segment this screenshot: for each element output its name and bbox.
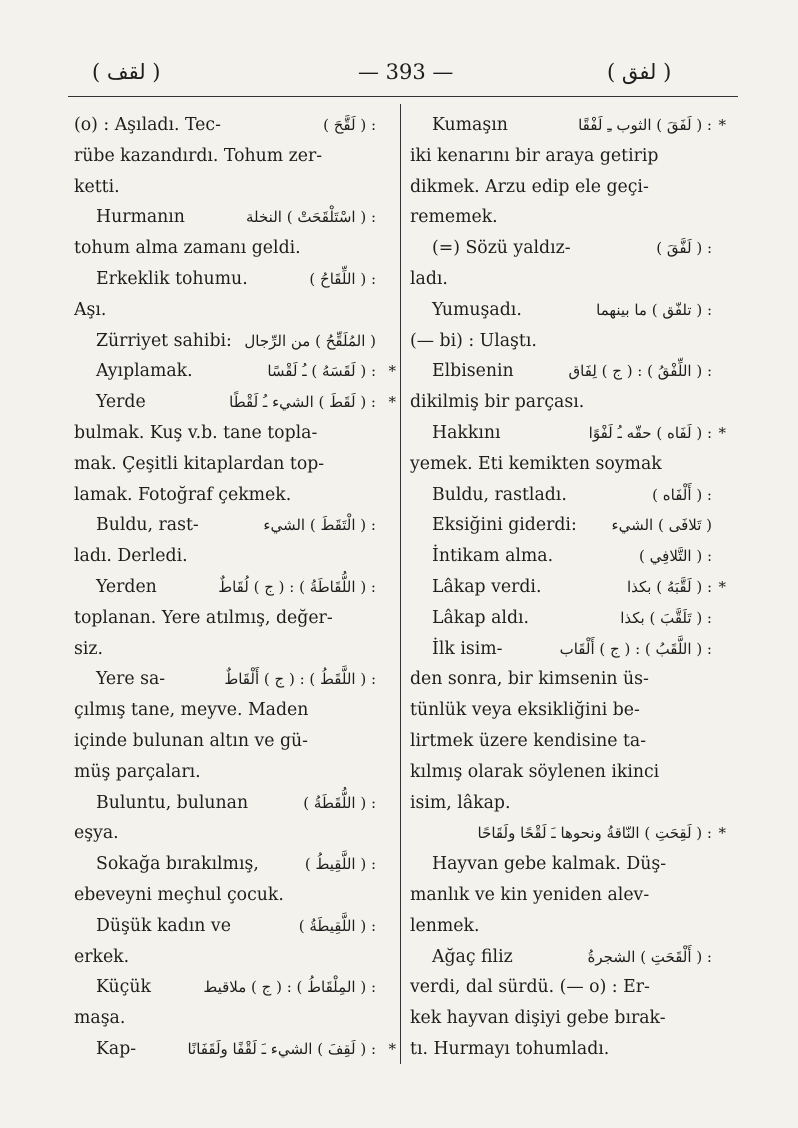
- root-marker-asterisk-icon: *: [388, 1039, 396, 1058]
- right-line: [410, 418, 726, 449]
- left-line: [74, 233, 376, 264]
- arabic-headword: : ( اللَّقَبُ ) : ( ج ) أَلْقَاب: [559, 639, 712, 658]
- arabic-headword: : ( اللَّقِيطَةُ ): [298, 916, 376, 935]
- entry-text: rememek.: [410, 207, 498, 228]
- arabic-headword: : ( لَفَقَ ) الثوب ـِ لَفْقًا: [578, 116, 712, 134]
- entry-text: rübe kazandırdı. Tohum zer-: [74, 145, 323, 166]
- entry-text: dikmek. Arzu edip ele geçi-: [410, 176, 649, 197]
- right-line: [410, 356, 712, 387]
- left-line: [74, 541, 376, 572]
- entry-text: lamak. Fotoğraf çekmek.: [74, 484, 292, 505]
- entry-text: Lâkap verdi.: [432, 576, 542, 597]
- left-line: [74, 757, 376, 788]
- arabic-headword: : ( لَفَّقَ ): [656, 239, 712, 258]
- left-line: [74, 418, 376, 449]
- right-line: [410, 788, 712, 819]
- left-line: [74, 326, 376, 357]
- entry-text: Hurmanın: [96, 207, 185, 228]
- entry-text: Lâkap aldı.: [432, 607, 530, 628]
- entry-text: Sokağa bırakılmış,: [96, 854, 259, 875]
- right-line: [410, 664, 712, 695]
- left-line: [74, 972, 376, 1003]
- left-line: [74, 110, 376, 141]
- left-line: [74, 603, 376, 634]
- arabic-headword: : ( تلفّق ) ما بينهما: [596, 300, 712, 319]
- right-line: [410, 449, 712, 480]
- right-line: [410, 972, 712, 1003]
- entry-text: Aşı.: [74, 299, 107, 320]
- right-line: [410, 911, 712, 942]
- entry-text: Erkeklik tohumu.: [96, 268, 248, 289]
- entry-text: iki kenarını bir araya getirip: [410, 145, 659, 166]
- arabic-headword: : ( أَلْقَحَتِ ) الشجرةُ: [587, 947, 712, 966]
- header-left-root: ( لقف ): [92, 60, 161, 84]
- right-line: [410, 942, 712, 973]
- right-line: [410, 818, 726, 849]
- right-line: [410, 510, 712, 541]
- entry-text: Hayvan gebe kalmak. Düş-: [432, 854, 667, 875]
- entry-text: Hakkını: [432, 422, 501, 443]
- entry-text: manlık ve kin yeniden alev-: [410, 884, 650, 905]
- root-marker-asterisk-icon: *: [388, 362, 396, 381]
- left-column: [74, 110, 396, 1065]
- left-line: [74, 356, 396, 387]
- entry-text: den sonra, bir kimsenin üs-: [410, 669, 649, 690]
- left-line: [74, 141, 376, 172]
- left-line: [74, 788, 376, 819]
- arabic-headword: : ( الْتَقَطَ ) الشيء: [263, 516, 376, 535]
- entry-text: maşa.: [74, 1008, 126, 1029]
- arabic-headword: : ( اللُّقَاطَةُ ) : ( ج ) لُقَاطٌ: [218, 577, 376, 596]
- entry-text: lirtmek üzere kendisine ta-: [410, 730, 647, 751]
- entry-text: yemek. Eti kemikten soymak: [410, 453, 662, 474]
- right-line: [410, 326, 712, 357]
- right-line: [410, 1034, 712, 1065]
- right-line: [410, 634, 712, 665]
- right-column: [410, 110, 726, 1065]
- entry-text: siz.: [74, 638, 103, 659]
- left-line: [74, 295, 376, 326]
- entry-text: kılmış olarak söylenen ikinci: [410, 761, 660, 782]
- root-marker-asterisk-icon: *: [718, 577, 726, 596]
- root-marker-asterisk-icon: *: [718, 423, 726, 442]
- entry-text: (o) : Aşıladı. Tec-: [74, 115, 221, 135]
- entry-text: mak. Çeşitli kitaplardan top-: [74, 453, 325, 474]
- entry-text: Yere sa-: [96, 669, 166, 690]
- left-line: [74, 634, 376, 665]
- arabic-headword: : ( اللَّقِيطُ ): [304, 855, 376, 874]
- arabic-headword: : ( التَّلافِي ): [639, 547, 712, 566]
- arabic-headword: : ( اللِّقَاحُ ): [309, 269, 376, 288]
- right-line: [410, 726, 712, 757]
- left-line: [74, 1034, 396, 1065]
- entry-text: Kap-: [96, 1038, 137, 1059]
- arabic-headword: : ( لَقِحَتِ ) النّاقةُ ونحوها ـَ لَقْحًا ولَقَاحًا: [477, 824, 712, 843]
- entry-text: Elbisenin: [432, 361, 514, 382]
- header-right-root: ( لفق ): [607, 60, 672, 84]
- entry-text: ladı. Derledi.: [74, 546, 188, 567]
- arabic-headword: : ( لَقَّبَهُ ) بكذا: [626, 577, 712, 596]
- entry-text: Buldu, rastladı.: [432, 484, 567, 505]
- entry-text: toplanan. Yere atılmış, değer-: [74, 607, 333, 628]
- arabic-headword: : ( لَقَطَ ) الشيء ـُ لَقْطًا: [229, 393, 376, 412]
- entry-text: müş parçaları.: [74, 761, 201, 782]
- left-line: [74, 726, 376, 757]
- entry-text: Ağaç filiz: [432, 946, 513, 967]
- arabic-headword: : ( اللُّقَطَةُ ): [303, 793, 376, 812]
- root-marker-asterisk-icon: *: [388, 393, 396, 412]
- left-line: [74, 480, 376, 511]
- left-line: [74, 264, 376, 295]
- entry-text: Eksiğini giderdi:: [432, 515, 577, 536]
- column-divider: [400, 104, 401, 1064]
- arabic-headword: : ( اسْتَلْقَحَتْ ) النخلة: [245, 208, 376, 227]
- right-line: [410, 480, 712, 511]
- entry-text: Yerde: [96, 392, 146, 413]
- arabic-headword: ( تَلافَى ) الشيء: [611, 516, 712, 535]
- entry-text: kek hayvan dişiyi gebe bırak-: [410, 1008, 666, 1029]
- entry-text: tünlük veya eksikliğini be-: [410, 700, 640, 721]
- entry-text: bulmak. Kuş v.b. tane topla-: [74, 422, 318, 443]
- arabic-headword: : ( لَفَاه ) حقّه ـُ لَفْوًا: [588, 423, 712, 442]
- entry-text: Kumaşın: [432, 115, 508, 135]
- entry-text: isim, lâkap.: [410, 792, 511, 813]
- arabic-headword: : ( اللَّقَطُ ) : ( ج ) أَلْقَاطٌ: [224, 670, 376, 689]
- arabic-headword: ( المُلَقِّحُ ) من الرِّجال: [244, 331, 376, 350]
- right-line: [410, 110, 726, 141]
- right-line: [410, 387, 712, 418]
- arabic-headword: : ( اللِّفْقُ ) : ( ج ) لِفَاق: [568, 362, 712, 381]
- right-line: [410, 172, 712, 203]
- right-line: [410, 880, 712, 911]
- right-line: [410, 202, 712, 233]
- entry-text: verdi, dal sürdü. (— o) : Er-: [410, 977, 650, 998]
- entry-text: çılmış tane, meyve. Maden: [74, 700, 309, 721]
- left-line: [74, 849, 376, 880]
- right-line: [410, 264, 712, 295]
- entry-text: ladı.: [410, 268, 448, 289]
- right-line: [410, 1003, 712, 1034]
- entry-text: (=) Sözü yaldız-: [432, 238, 571, 259]
- right-line: [410, 233, 712, 264]
- entry-text: ebeveyni meçhul çocuk.: [74, 884, 284, 905]
- root-marker-asterisk-icon: *: [718, 116, 726, 134]
- arabic-headword: : ( لَقَّحَ ): [323, 116, 376, 134]
- entry-text: erkek.: [74, 946, 130, 967]
- entry-text: Buluntu, bulunan: [96, 792, 249, 813]
- entry-text: İlk isim-: [432, 638, 503, 659]
- entry-text: içinde bulunan altın ve gü-: [74, 730, 308, 751]
- entry-text: İntikam alma.: [432, 546, 554, 567]
- entry-text: Yerden: [96, 576, 157, 597]
- left-line: [74, 202, 376, 233]
- entry-text: (— bi) : Ulaştı.: [410, 330, 537, 351]
- left-line: [74, 449, 376, 480]
- right-line: [410, 541, 712, 572]
- right-line: [410, 849, 712, 880]
- right-line: [410, 295, 712, 326]
- left-line: [74, 572, 376, 603]
- entry-text: lenmek.: [410, 915, 480, 936]
- entry-text: tı. Hurmayı tohumladı.: [410, 1038, 610, 1059]
- arabic-headword: : ( المِلْقَاطُ ) : ( ج ) ملاقيط: [203, 978, 376, 997]
- left-line: [74, 1003, 376, 1034]
- entry-text: dikilmiş bir parçası.: [410, 392, 585, 413]
- arabic-headword: : ( لَقِفَ ) الشيء ـَ لَقْفًا ولَقَفَانًا: [187, 1039, 376, 1058]
- left-line: [74, 387, 396, 418]
- left-line: [74, 172, 376, 203]
- entry-text: tohum alma zamanı geldi.: [74, 238, 301, 259]
- right-line: [410, 603, 712, 634]
- header-rule: [68, 96, 738, 97]
- entry-text: eşya.: [74, 823, 119, 844]
- left-line: [74, 880, 376, 911]
- arabic-headword: : ( لَقَسَهُ ) ـُ لَقْسًا: [267, 362, 376, 381]
- left-line: [74, 818, 376, 849]
- left-line: [74, 911, 376, 942]
- entry-text: Yumuşadı.: [432, 299, 522, 320]
- entry-text: Ayıplamak.: [96, 361, 193, 382]
- left-line: [74, 695, 376, 726]
- root-marker-asterisk-icon: *: [718, 824, 726, 843]
- arabic-headword: : ( أَلْفَاه ): [652, 485, 712, 504]
- right-line: [410, 757, 712, 788]
- page-number: — 393 —: [358, 60, 454, 84]
- entry-text: ketti.: [74, 176, 120, 197]
- entry-text: Küçük: [96, 977, 151, 998]
- right-line: [410, 695, 712, 726]
- right-line: [410, 572, 726, 603]
- entry-text: Düşük kadın ve: [96, 915, 231, 936]
- left-line: [74, 664, 376, 695]
- left-line: [74, 942, 376, 973]
- entry-text: Zürriyet sahibi:: [96, 330, 232, 351]
- right-line: [410, 141, 712, 172]
- arabic-headword: : ( تَلَقَّبَ ) بكذا: [620, 608, 712, 627]
- left-line: [74, 510, 376, 541]
- entry-text: Buldu, rast-: [96, 515, 199, 536]
